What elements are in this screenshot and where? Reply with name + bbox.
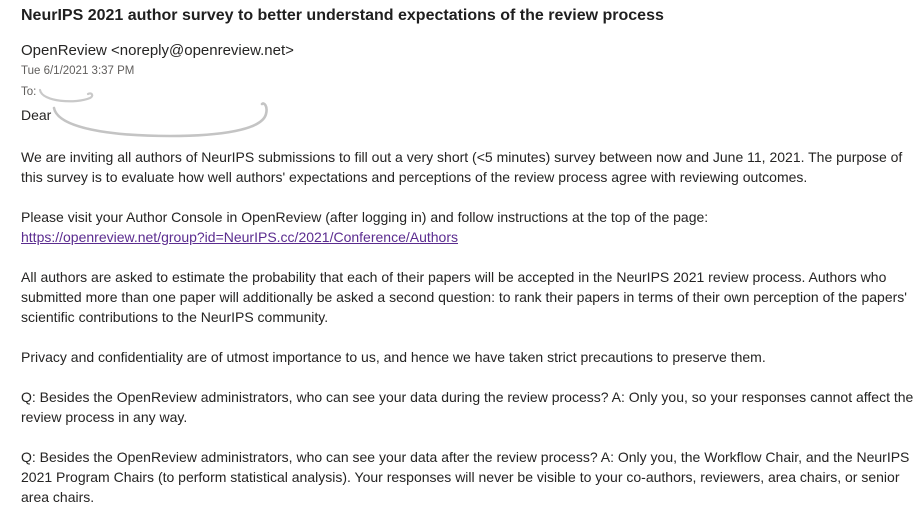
body-paragraph-invitation: We are inviting all authors of NeurIPS submissions to fill out a very short (<5 minutes) survey between now and June 11, 2021. The purpose of this survey is to evaluate how well authors' expectations and perceptions of the review process agree with reviewing outcomes.	[21, 149, 903, 185]
email-body	[21, 147, 921, 527]
instructions-text: Please visit your Author Console in OpenReview (after logging in) and follow instructions at the top of the page:	[21, 209, 709, 225]
body-paragraph-questions: All authors are asked to estimate the probability that each of their papers will be accepted in the NeurIPS 2021 review process. Authors who submitted more than one paper will additionally be asked a second question: to rank their papers in terms of their own perception of the papers' scientific contributions to the NeurIPS community.	[21, 269, 907, 325]
email-sender[interactable]: OpenReview <noreply@openreview.net>	[21, 42, 294, 59]
email-greeting: Dear	[21, 107, 52, 123]
redaction-mark-greeting	[50, 98, 274, 144]
email-subject: NeurIPS 2021 author survey to better understand expectations of the review process	[21, 7, 664, 24]
body-paragraph-faq-after: Q: Besides the OpenReview administrators, who can see your data after the review process? A: Only you, the Workflow Chair, and the NeurIPS 2021 Program Chairs (to perform statistical analysis). Your responses will never be visible to your co-authors, reviewers, area chairs, or senior area chairs.	[21, 449, 910, 505]
email-date: Tue 6/1/2021 3:37 PM	[21, 65, 135, 77]
redaction-mark-recipient	[36, 84, 106, 106]
recipient-label: To:	[21, 86, 37, 98]
body-paragraph-privacy: Privacy and confidentiality are of utmost importance to us, and hence we have taken strict precautions to preserve them.	[21, 349, 766, 365]
body-paragraph-faq-during: Q: Besides the OpenReview administrators, who can see your data during the review process? A: Only you, so your responses cannot affect the review process in any way.	[21, 389, 914, 425]
author-console-link[interactable]: https://openreview.net/group?id=NeurIPS.cc/2021/Conference/Authors	[21, 229, 458, 245]
body-paragraph-instructions	[21, 207, 921, 247]
